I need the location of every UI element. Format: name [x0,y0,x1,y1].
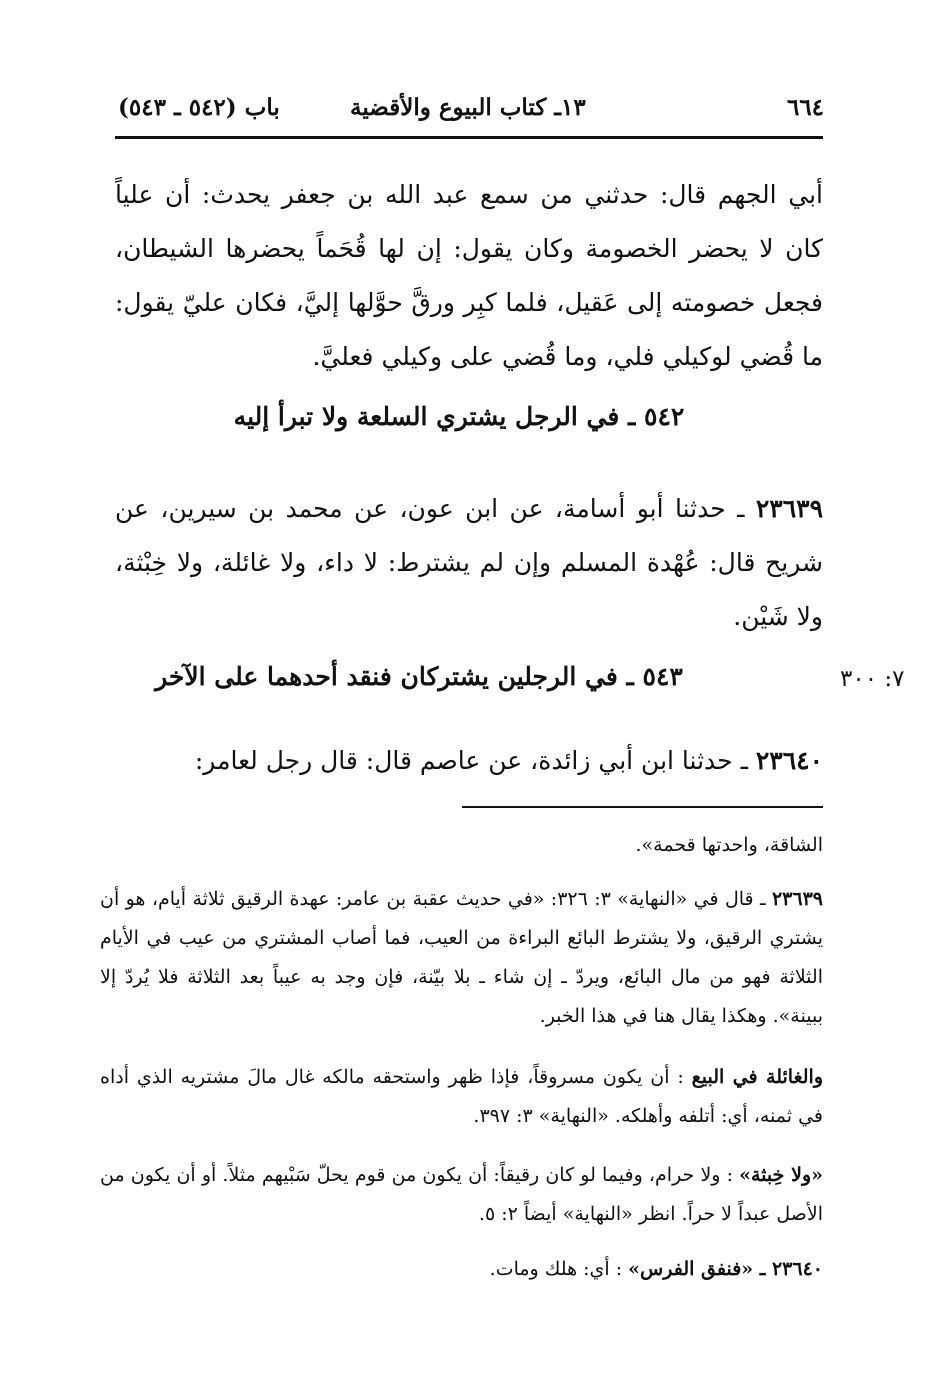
footnote-23640: ٢٣٦٤٠ ـ «فنفق الفرس» : أي: هلك ومات. [489,1258,823,1280]
paragraph-continued: أبي الجهم قال: حدثني من سمع عبد الله بن جعفر يحدث: أن علياً كان لا يحضر الخصومة وكان يقول: إن لها قُحَماً يحضرها الشيطان، فجعل خصومته إلى عَقيل، فلما كبِر ورقَّ حوَّلها إليَّ، فكان عليّ يقول: ما قُضي لوكيلي فلي، وما قُضي على وكيلي فعليَّ. [115,180,823,371]
footnote-23639 [100,880,823,1036]
footnote-khibtha [100,1156,823,1234]
footnote-term: «ولا خِبثة» [739,1164,823,1186]
hadith-number: ٢٣٦٣٩ [755,494,823,523]
header-rule [115,136,823,139]
chapter-title: باب (٥٤٢ ـ ٥٤٣) [118,94,280,121]
book-title: ١٣ـ كتاب البيوع والأقضية [350,94,586,121]
footnote-rule [462,806,823,808]
hadith-23640 [115,734,823,788]
hadith-text: ـ حدثنا أبو أسامة، عن ابن عون، عن محمد بن سيرين، عن شريح قال: عُهْدة المسلم وإن لم يشترط: لا داء، ولا غائلة، ولا خِبْثة، ولا شَيْن. [115,494,823,631]
footnote-number: ٢٣٦٣٩ [771,888,823,910]
footnote-continued: الشاقة، واحدتها قحمة». [635,834,823,856]
section-heading-543: ٥٤٣ ـ في الرجلين يشتركان فنقد أحدهما على الآخر [155,662,683,691]
footnote-term: «فنفق الفرس» [628,1258,754,1280]
footnote-text: : أن يكون مسروقاً، فإذا ظهر واستحقه مالكه غال مالَ مشتريه الذي أداه في ثمنه، أي: أتلفه وأهلكه. «النهاية» ٣: ٣٩٧. [100,1066,823,1127]
footnote-number: ٢٣٦٤٠ [771,1258,823,1280]
footnote-text: : أي: هلك ومات. [489,1258,623,1280]
footnote-text: : ولا حرام، وفيما لو كان رقيقاً: أن يكون من قوم يحلّ سَبْيهم مثلاً. أو أن يكون من الأصل عبداً لا حراً. انظر «النهاية» أيضاً ٢: ٥. [100,1164,823,1225]
hadith-number: ٢٣٦٤٠ [755,746,823,775]
footnote-ghaila [100,1058,823,1136]
footnote-text: ـ قال في «النهاية» ٣: ٣٢٦: «في حديث عقبة بن عامر: عهدة الرقيق ثلاثة أيام، هو أن يشتري الرقيق، ولا يشترط البائع البراءة من العيب، فما أصاب المشتري من عيب في الأيام الثلاثة فهو من مال البائع، ويردّ ـ إن شاء ـ بلا بيّنة، فإن وجد به عيباً بعد الثلاثة فلا يُردّ إلا ببينة». وهكذا يقال هنا في هذا الخبر. [100,888,823,1027]
section-heading-542: ٥٤٢ ـ في الرجل يشتري السلعة ولا تبرأ إليه [233,402,685,431]
margin-reference: ٧: ٣٠٠ [840,666,905,692]
hadith-23639 [115,482,823,644]
footnote-term: والغائلة في البيع [691,1066,824,1088]
hadith-text: ـ حدثنا ابن أبي زائدة، عن عاصم قال: قال رجل لعامر: [194,746,756,775]
page-number: ٦٦٤ [786,94,824,121]
